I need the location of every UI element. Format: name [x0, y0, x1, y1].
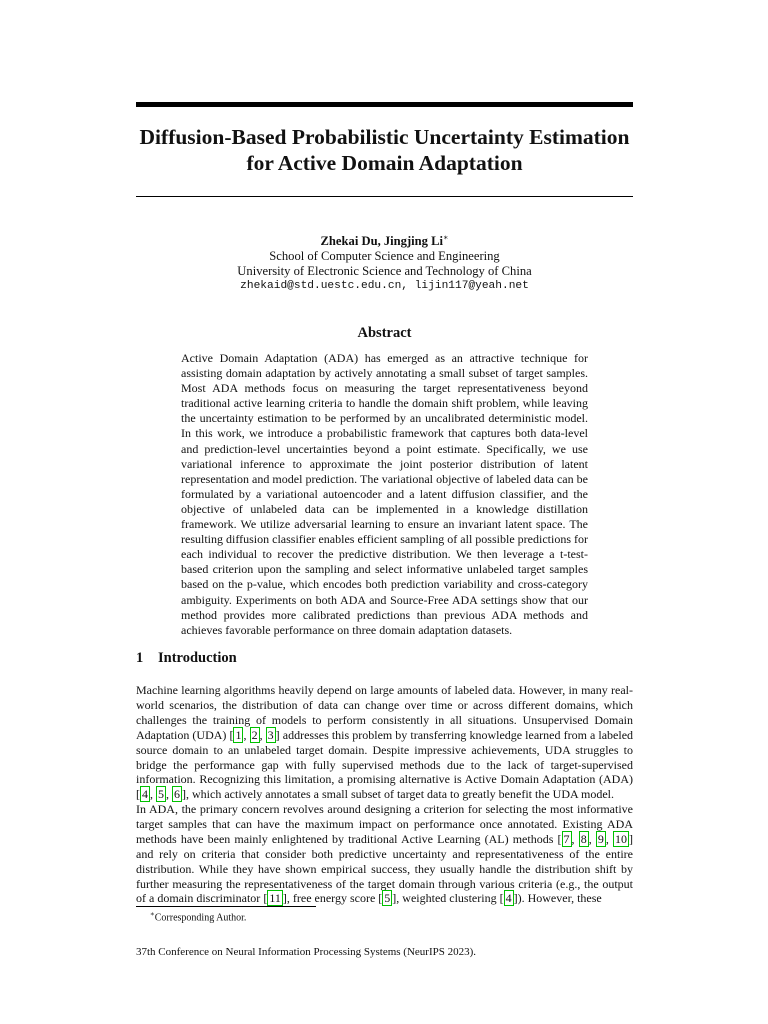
section-number: 1 — [136, 650, 144, 666]
section-title: Introduction — [158, 650, 237, 666]
abstract-text: Active Domain Adaptation (ADA) has emerged as an attractive technique for assisting domain adaptation by actively annotating a small subset of target samples. Most ADA methods focus on measuring the target representativeness beyond traditional active learning criteria to handle the domain shift problem, while leaving the uncertainty estimation to be performed by an uncalibrated deterministic model. In this work, we introduce a probabilistic framework that captures both data-level and prediction-level uncertainties beyond a point estimate. Specifically, we use variational inference to approximate the joint posterior distribution of latent representation and model prediction. The variational objective of labeled data can be formulated by a variational autoencoder and a latent diffusion classifier, and the objective of unlabeled data can be implemented in a knowledge distillation framework. We utilize adversarial learning to ensure an invariant latent space. The resulting diffusion classifier enables efficient sampling of all possible predictions for each individual to recover the predictive distribution. We then leverage a t-test-based criterion upon the sampling and select informative unlabeled target samples based on the p-value, which encodes both prediction variability and cross-category ambiguity. Experiments on both ADA and Source-Free ADA settings show that our method provides more calibrated predictions than previous ADA methods and achieves favorable performance on three domain adaptation datasets. — [181, 351, 588, 637]
citation-link[interactable]: 11 — [269, 891, 281, 906]
affiliation-line-2: University of Electronic Science and Technology of China — [237, 264, 532, 279]
citation-link[interactable]: 4 — [505, 891, 512, 906]
footnote-mark: ∗ — [150, 910, 155, 918]
corresponding-mark: ∗ — [443, 233, 449, 242]
top-rule — [136, 102, 633, 107]
title-line-2: for Active Domain Adaptation — [246, 151, 523, 175]
citation-link[interactable]: 5 — [158, 787, 164, 802]
author-names — [136, 230, 633, 249]
title-line-1: Diffusion-Based Probabilistic Uncertainty Estimation — [139, 125, 630, 149]
footnote — [150, 910, 246, 923]
affiliation-line-1: School of Computer Science and Engineering — [269, 249, 500, 264]
citation-link[interactable]: 8 — [580, 831, 587, 846]
footnote-rule — [136, 906, 316, 907]
citation-link[interactable]: 3 — [267, 727, 274, 742]
citation-link[interactable]: 7 — [563, 831, 570, 846]
footnote-text: Corresponding Author. — [154, 912, 247, 924]
citation-link[interactable]: 10 — [615, 831, 628, 846]
abstract-heading: Abstract — [357, 325, 412, 341]
author-emails: zhekaid@std.uestc.edu.cn, lijin117@yeah.net — [240, 280, 529, 293]
citation-link[interactable]: 5 — [384, 891, 391, 906]
venue-line: 37th Conference on Neural Information Processing Systems (NeurIPS 2023). — [136, 946, 477, 958]
text-run: , free energy score — [286, 891, 379, 906]
section-heading — [136, 650, 237, 667]
citation-link[interactable]: 1 — [235, 727, 242, 742]
text-run: , weighted clustering — [396, 891, 500, 906]
text-run: addresses this problem by transferring knowledge learned from a labeled source domain to an unlabeled target domain. Despite impressive achievements, UDA struggles to bridge the performance gap with fully supervised methods due to the lack of target-supervised information. Recognizing this limitation, a promising alternative is Active Domain Adaptation (ADA) — [136, 727, 634, 787]
paper-title — [136, 124, 633, 176]
author-block — [136, 230, 633, 294]
text-run: Machine learning algorithms heavily depend on large amounts of labeled data. However, in many real-world scenarios, the distribution of data can change over time or across different domains, which challenges the training of models to perform consistently in all situations. Unsupervised Domain Adaptation (UDA) — [136, 683, 633, 742]
citation-link[interactable]: 9 — [597, 831, 604, 846]
author-names-text: Zhekai Du, Jingjing Li — [320, 234, 444, 249]
title-rule — [136, 196, 633, 197]
intro-paragraph-1: Machine learning algorithms heavily depend on large amounts of labeled data. However, in many real-world scenarios, the distribution of data can change over time or across different domains, which challenges the training of models to perform consistently in all situations. Unsupervised Domain Adaptation (UDA) [ 1 , 2 , 3 ] addresses this problem by transferring knowledge learned from a labeled source domain to an unlabeled target domain. Despite impressive achievements, UDA struggles to bridge the performance gap with fully supervised methods due to the lack of target-supervised information. Recognizing this limitation, a promising alternative is Active Domain Adaptation (ADA) [ 4 , 5 , 6 ], which actively annotates a small subset of target data to greatly benefit the UDA model. — [136, 683, 634, 802]
text-run: , which actively annotates a small subset of target data to greatly benefit the UDA model. — [186, 787, 614, 802]
text-run: and rely on criteria that consider both predictive uncertainty and representativeness of the entire distribution. While they have shown empirical success, they usually handle the distribution shift by further measuring the representativeness of the target domain through various criteria (e.g., the output of a domain discriminator — [136, 846, 633, 906]
citation-link[interactable]: 2 — [251, 727, 258, 742]
citation-link[interactable]: 6 — [174, 787, 180, 802]
text-run: In ADA, the primary concern revolves around designing a criterion for selecting the most informative target samples that can have the maximum impact on performance once annotated. Existing ADA methods have been mainly enlightened by traditional Active Learning (AL) methods — [136, 802, 633, 846]
text-run: ). However, these — [517, 891, 602, 906]
citation-link[interactable]: 4 — [142, 787, 148, 802]
intro-paragraph-2: In ADA, the primary concern revolves around designing a criterion for selecting the most informative target samples that can have the maximum impact on performance once annotated. Existing ADA methods have been mainly enlightened by traditional Active Learning (AL) methods [ 7 , 8 , 9 , 10 ] and rely on criteria that consider both predictive uncertainty and representativeness of the entire distribution. While they have shown empirical success, they usually handle the distribution shift by further measuring the representativeness of the target domain through various criteria (e.g., the output of a domain discriminator [ 11 ], free energy score [ 5 ], weighted clustering [ 4 ]). However, these — [136, 802, 634, 906]
